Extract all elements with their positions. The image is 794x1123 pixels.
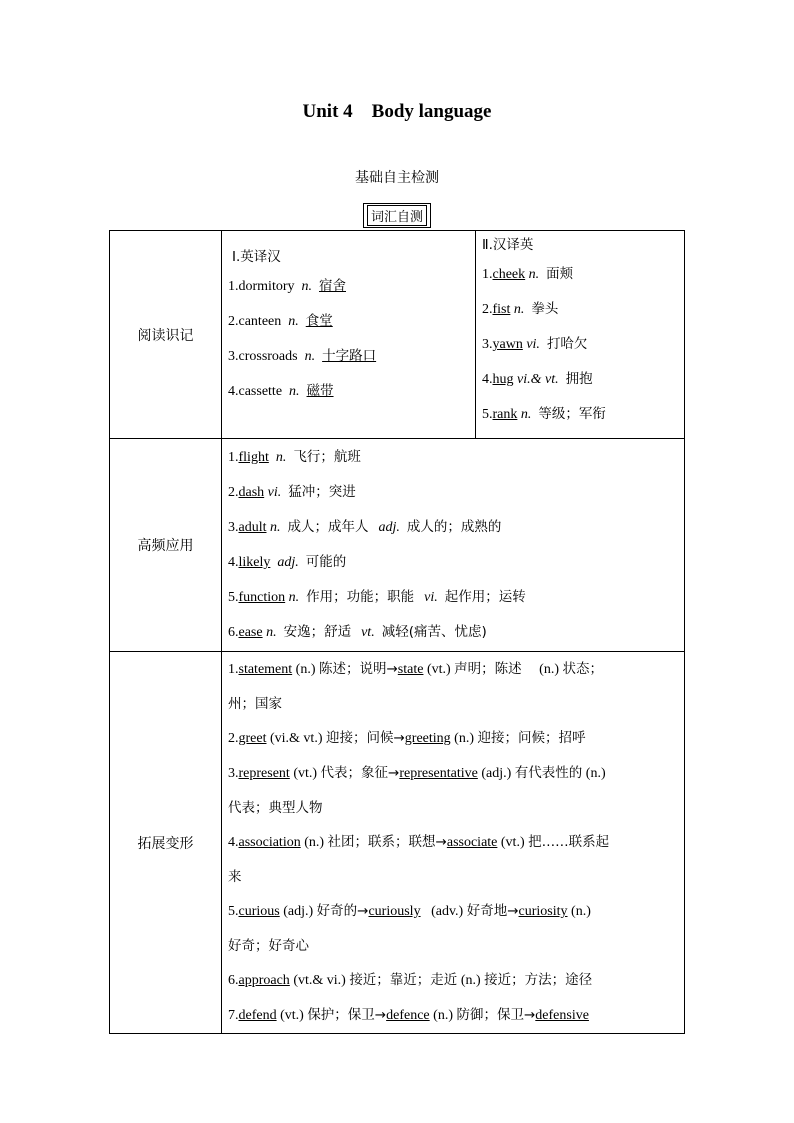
list-item: 3.yawn vi. 打哈欠 [482,336,588,352]
list-item-continued: 来 [228,869,242,885]
list-item: 2.dash vi. 猛冲；突进 [228,484,356,500]
list-item: 5.curious (adj.) 好奇的→curiously (adv.) 好奇地→curiosity (n.) [228,903,591,919]
left-heading: Ⅰ.英译汉 [232,249,281,265]
list-item: 2.canteen n. 食堂 [228,313,333,329]
category-extend: 拓展变形 [110,652,222,1034]
right-heading: Ⅱ.汉译英 [482,237,534,253]
list-item: 1.dormitory n. 宿舍 [228,278,346,294]
list-item: 3.adult n. 成人；成年人 adj. 成人的；成熟的 [228,519,502,535]
list-item: 5.function n. 作用；功能；职能 vi. 起作用；运转 [228,589,526,605]
list-item-continued: 好奇；好奇心 [228,938,309,954]
category-reading: 阅读识记 [110,231,222,439]
reading-left-cell [222,231,476,439]
frequent-cell [222,439,685,652]
list-item: 6.ease n. 安逸；舒适 vt. 减轻(痛苦、忧虑) [228,624,487,640]
list-item: 1.flight n. 飞行；航班 [228,449,361,465]
list-item: 3.crossroads n. 十字路口 [228,348,377,364]
list-item: 2.fist n. 拳头 [482,301,559,317]
row-extend [110,652,685,1034]
row-frequent [110,439,685,652]
section-label: 词汇自测 [367,205,427,226]
list-item: 5.rank n. 等级；军衔 [482,406,606,422]
list-item: 3.represent (vt.) 代表；象征→representative (adj.) 有代表性的 (n.) [228,765,606,781]
row-reading [110,231,685,439]
list-item: 1.statement (n.) 陈述；说明→state (vt.) 声明；陈述 (n.) 状态； [228,661,603,677]
list-item-continued: 代表；典型人物 [228,800,323,816]
list-item: 4.cassette n. 磁带 [228,383,334,399]
section-label-wrap [0,203,794,228]
extend-cell [222,652,685,1034]
reading-right-cell [476,231,685,439]
section-subtitle: 基础自主检测 [355,170,439,186]
category-frequent: 高频应用 [110,439,222,652]
list-item: 1.cheek n. 面颊 [482,266,574,282]
page-title: Unit 4 Body language [302,101,492,122]
list-item: 4.likely adj. 可能的 [228,554,347,570]
list-item: 6.approach (vt.& vi.) 接近；靠近；走近 (n.) 接近；方法；途径 [228,972,593,988]
list-item: 4.association (n.) 社团；联系；联想→associate (vt.) 把……联系起 [228,834,610,850]
list-item: 7.defend (vt.) 保护；保卫→defence (n.) 防御；保卫→defensive [228,1007,589,1023]
list-item: 2.greet (vi.& vt.) 迎接；问候→greeting (n.) 迎接；问候；招呼 [228,730,586,746]
list-item-continued: 州；国家 [228,696,282,712]
vocab-table [109,230,685,1034]
list-item: 4.hug vi.& vt. 拥抱 [482,371,593,387]
section-label-box [363,203,431,228]
